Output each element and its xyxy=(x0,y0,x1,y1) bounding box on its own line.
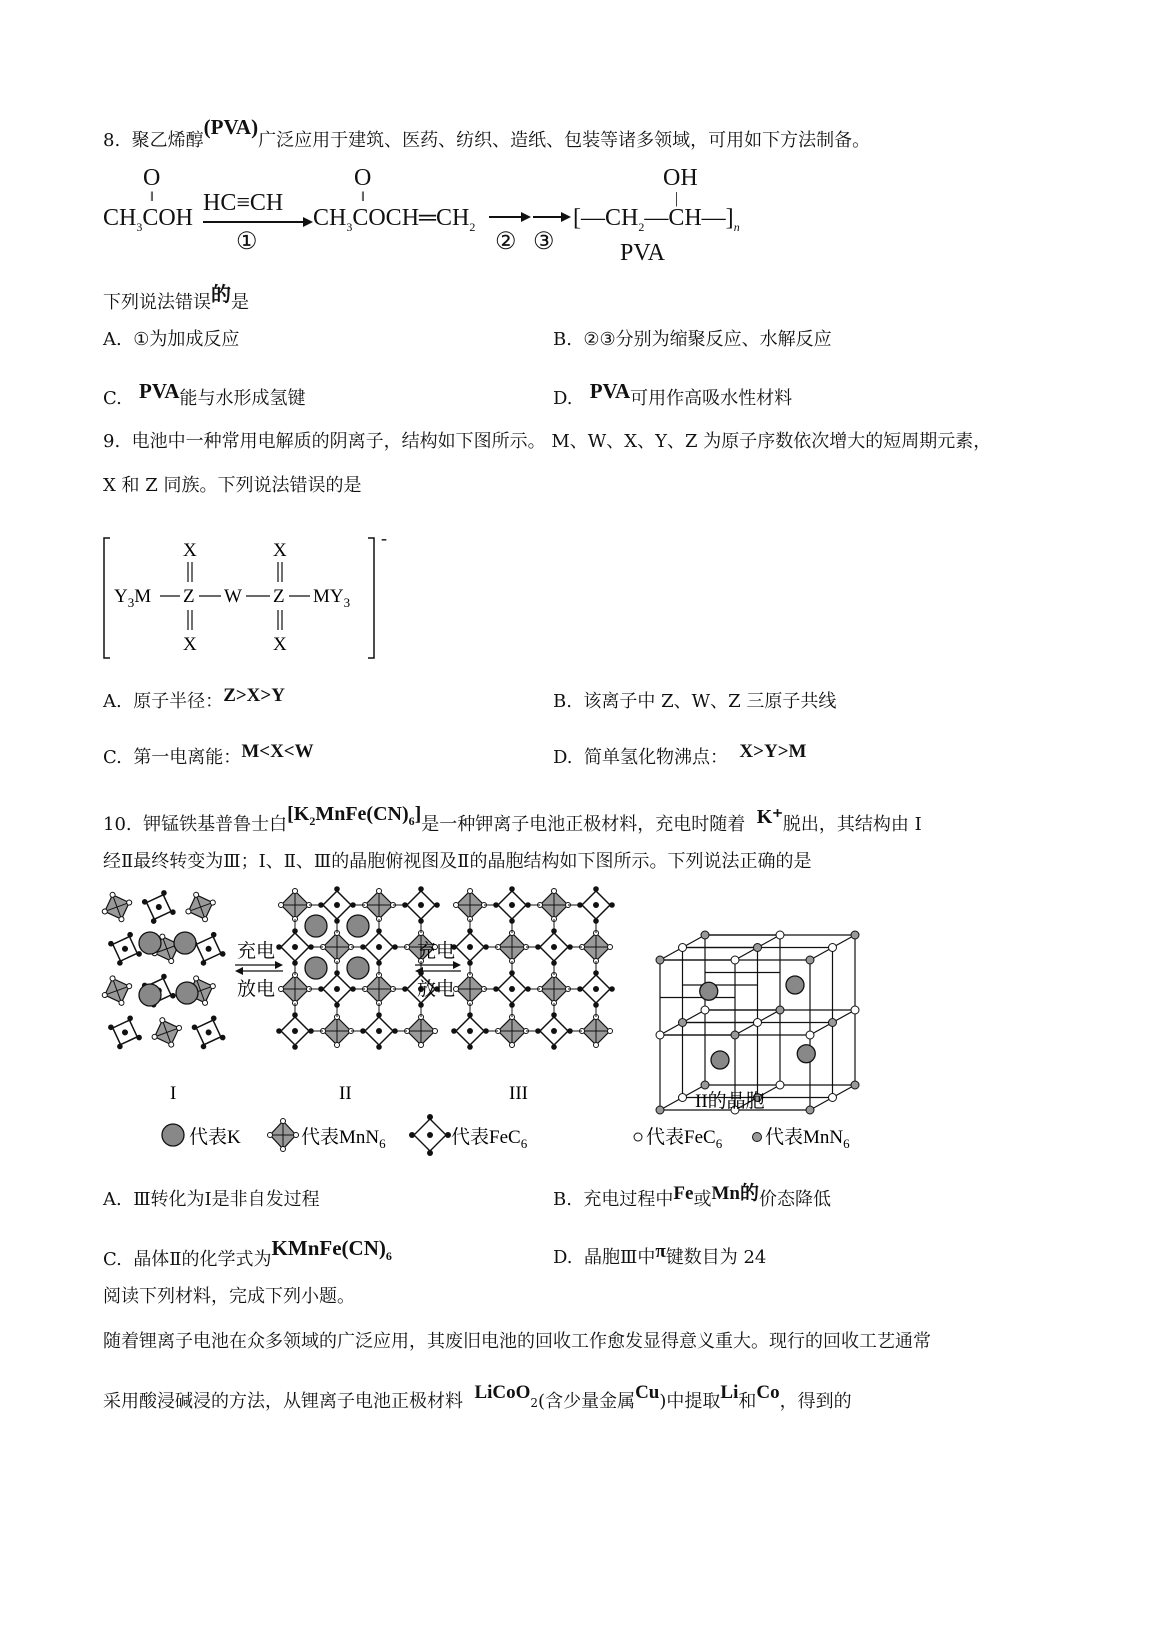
step-2-label: ② xyxy=(495,229,517,255)
single-bond-mark: | xyxy=(675,190,679,207)
reactant-acetic-acid: $CH_3COH$ xyxy=(103,205,194,234)
option-label: A. xyxy=(103,691,122,712)
tilted-octahedron xyxy=(181,887,221,927)
option-bold-de: 的 xyxy=(739,1183,759,1204)
n-atom xyxy=(279,987,284,992)
cu-symbol: Cu xyxy=(635,1382,660,1403)
licoo2-formula: LiCoO xyxy=(474,1382,531,1403)
n-atom xyxy=(433,1029,438,1034)
option-text: 该离子中 Z、W、Z 三原子共线 xyxy=(583,691,837,712)
legend-cell-fec6 xyxy=(634,1126,723,1151)
reading-3d: 和 xyxy=(738,1391,757,1412)
legend-k-text: 代表K xyxy=(189,1127,241,1148)
pva-polymer-unit: $[—CH_2—CH—]_n$ xyxy=(573,205,740,234)
reaction-arrow-1 xyxy=(203,215,313,229)
carbonyl-o-2: O xyxy=(354,165,372,191)
mn-site xyxy=(656,956,664,964)
q9-stem-text-1: 电池中一种常用电解质的阴离子，结构如下图所示。 M、W、X、Y、Z 为原子序数依次增大的短周期元素， xyxy=(131,431,992,452)
option-text: ②③分别为缩聚反应、水解反应 xyxy=(583,329,832,350)
c-atom xyxy=(292,1044,298,1050)
q8-reaction-scheme xyxy=(103,165,803,265)
c-atom xyxy=(467,1044,473,1050)
reading-3e: ，得到的 xyxy=(779,1391,852,1412)
structure-II-top-view xyxy=(276,886,440,1050)
legend-cell-mnn6 xyxy=(753,1126,851,1151)
reading-line-3 xyxy=(103,1382,852,1415)
option-text: ①为加成反应 xyxy=(133,329,240,350)
option-bold-fe: Fe xyxy=(673,1183,694,1204)
q8-prompt-a: 下列说法错误 xyxy=(103,292,211,313)
k-plus-ion: K⁺ xyxy=(756,806,783,828)
mn-site xyxy=(851,931,859,939)
k-atom xyxy=(139,932,161,954)
q10-option-c[interactable] xyxy=(103,1236,392,1278)
formula-k2mnfecn6: $[K_2MnFe(CN)_6]$ xyxy=(287,803,422,828)
q9-stem-line2: X 和 Z 同族。下列说法错误的是 xyxy=(103,475,362,496)
legend-cell-mnn6-text: 代表MnN$_6$ xyxy=(765,1127,850,1151)
n-atom xyxy=(608,945,613,950)
tilted-octahedron xyxy=(147,1013,187,1053)
option-bold: PVA xyxy=(139,379,180,403)
n-atom xyxy=(468,889,473,894)
reading-3b: (含少量金属 xyxy=(538,1391,636,1412)
double-bond-mark-1: ‖ xyxy=(150,190,154,205)
atom-x-bottom-2: X xyxy=(273,634,287,655)
mn-site xyxy=(806,956,814,964)
c-atom xyxy=(609,986,615,992)
option-label: D. xyxy=(553,1247,573,1268)
mn-site xyxy=(829,1019,837,1027)
fe-site xyxy=(776,931,784,939)
c-atom xyxy=(593,886,599,892)
tilted-octahedron xyxy=(97,887,137,927)
atom-x-bottom-1: X xyxy=(183,634,197,655)
label-I: I xyxy=(170,1083,177,1104)
k-atom xyxy=(305,957,327,979)
option-label: B. xyxy=(553,1189,572,1210)
structure-II-unit-cell xyxy=(656,931,859,1114)
left-bracket xyxy=(104,538,110,658)
label-II: II xyxy=(339,1083,352,1104)
arrow2-discharge-label: 放电 xyxy=(417,979,456,1000)
n-atom xyxy=(279,903,284,908)
atom-w: W xyxy=(224,586,242,607)
k-atom xyxy=(347,915,369,937)
tilted-octahedron xyxy=(186,1010,232,1056)
c-atom xyxy=(551,1044,557,1050)
reaction-arrows-2-3 xyxy=(489,210,571,224)
structure-I-top-view xyxy=(97,885,231,1055)
q10-number: 10. xyxy=(103,814,132,835)
fe-site xyxy=(731,956,739,964)
n-atom xyxy=(377,889,382,894)
option-bold: X>Y>M xyxy=(739,741,807,762)
k-atom xyxy=(174,932,196,954)
co-symbol: Co xyxy=(756,1382,780,1403)
legend-mnn6-text: 代表MnN$_6$ xyxy=(301,1127,386,1151)
mn-site xyxy=(701,1081,709,1089)
tilted-octahedron xyxy=(102,1010,148,1056)
fe-site xyxy=(754,1019,762,1027)
fe-site xyxy=(829,944,837,952)
charge-sign: - xyxy=(381,530,387,548)
label-III: III xyxy=(509,1083,528,1104)
fe-center xyxy=(467,944,473,950)
arrow2-charge-label: 充电 xyxy=(417,941,456,962)
k-atom xyxy=(347,957,369,979)
right-bracket xyxy=(368,538,374,658)
q10-stem-c: 脱出，其结构由 I xyxy=(782,814,922,835)
tilted-octahedron xyxy=(136,885,182,930)
arrow1-charge-label: 充电 xyxy=(237,941,276,962)
step-1-label: ① xyxy=(236,229,258,255)
fe-site xyxy=(776,1081,784,1089)
n-atom xyxy=(552,889,557,894)
fe-site xyxy=(679,1094,687,1102)
option-text: Ⅲ转化为Ⅰ是非自发过程 xyxy=(133,1189,320,1210)
n-atom xyxy=(419,1043,424,1048)
q8-prompt-de: 的 xyxy=(211,284,231,306)
fe-site xyxy=(829,1094,837,1102)
fe-center xyxy=(509,902,515,908)
option-bold-formula: $KMnFe(CN)_6$ xyxy=(271,1236,392,1264)
option-label: B. xyxy=(553,329,572,350)
reagent-acetylene: HC≡CH xyxy=(203,190,284,216)
option-text: 可用作高吸水性材料 xyxy=(630,388,793,409)
arrow1-discharge-label: 放电 xyxy=(237,979,276,1000)
option-bold: PVA xyxy=(589,379,631,403)
legend-mnn6 xyxy=(268,1119,387,1152)
q8-stem-text-a: 聚乙烯醇 xyxy=(131,130,204,151)
c-atom xyxy=(376,1044,382,1050)
mn-site xyxy=(731,1031,739,1039)
fe-center xyxy=(376,1028,382,1034)
option-label: C. xyxy=(103,388,122,409)
option-text: 原子半径： xyxy=(133,691,224,712)
c-atom xyxy=(509,886,515,892)
k-atom xyxy=(305,915,327,937)
fe-site xyxy=(679,944,687,952)
structure-III-top-view xyxy=(451,886,615,1050)
q10-stem-line2: 经Ⅱ最终转变为Ⅲ；Ⅰ、Ⅱ、Ⅲ的晶胞俯视图及Ⅱ的晶胞结构如下图所示。下列说法正确的是 xyxy=(103,851,812,872)
q8-option-d[interactable] xyxy=(553,379,793,411)
q8-pva-inline: (PVA) xyxy=(203,115,259,139)
option-text-1: 充电过程中 xyxy=(583,1189,674,1210)
c-atom xyxy=(434,902,440,908)
mn-site xyxy=(656,1106,664,1114)
option-text: 能与水形成氢键 xyxy=(179,388,306,409)
fe-center xyxy=(334,902,340,908)
fe-center xyxy=(593,902,599,908)
c-atom xyxy=(609,902,615,908)
n-atom xyxy=(510,1043,515,1048)
option-text: 晶体Ⅱ的化学式为 xyxy=(133,1249,272,1270)
q8-stem xyxy=(103,115,871,153)
equilibrium-arrow-1 xyxy=(235,961,283,975)
q9-option-a[interactable] xyxy=(103,685,285,714)
q8-prompt-b: 是 xyxy=(231,292,249,313)
q8-prompt xyxy=(103,284,249,315)
option-bold: M<X<W xyxy=(241,741,314,762)
atom-x-top-1: X xyxy=(183,540,197,561)
mn-site xyxy=(806,1106,814,1114)
mn-site xyxy=(776,1006,784,1014)
option-label: B. xyxy=(553,691,572,712)
option-bold-mn: Mn xyxy=(711,1183,740,1204)
q8-option-a[interactable] xyxy=(103,328,239,352)
c-atom xyxy=(276,944,282,950)
q9-option-b[interactable] xyxy=(553,690,836,714)
tilted-octahedron xyxy=(97,971,137,1011)
reading-line-2: 随着锂离子电池在众多领域的广泛应用，其废旧电池的回收工作愈发显得意义重大。现行的回收工艺通常 xyxy=(103,1331,931,1352)
mn-site xyxy=(701,931,709,939)
step-3-label: ③ xyxy=(533,229,555,255)
c-atom xyxy=(276,1028,282,1034)
q10-option-d[interactable] xyxy=(553,1241,767,1270)
option-text-2: 键数目为 24 xyxy=(665,1247,767,1268)
k-atom xyxy=(176,982,198,1004)
fe-center xyxy=(292,1028,298,1034)
vinyl-acetate: $CH_3COCH═CH_2$ xyxy=(313,205,476,234)
fe-center xyxy=(292,944,298,950)
legend-k xyxy=(162,1124,241,1148)
pva-label: PVA xyxy=(620,240,665,266)
atom-z-1: Z xyxy=(183,586,195,607)
legend-fec6-text: 代表FeC$_6$ xyxy=(451,1127,528,1151)
group-y3m: $Y_3M$ xyxy=(114,586,152,610)
q8-option-c[interactable] xyxy=(103,379,306,411)
hydroxyl-oh: OH xyxy=(663,165,698,191)
q10-option-b[interactable] xyxy=(553,1183,831,1212)
reading-intro: 阅读下列材料，完成下列小题。 xyxy=(103,1286,355,1307)
c-atom xyxy=(334,886,340,892)
mn-site xyxy=(679,1019,687,1027)
legend-cell-fec6-text: 代表FeC$_6$ xyxy=(646,1127,723,1151)
q9-anion-structure xyxy=(100,530,400,665)
option-bold: Z>X>Y xyxy=(223,685,285,706)
option-label: D. xyxy=(553,747,573,768)
option-text: 第一电离能： xyxy=(133,747,242,768)
fe-center xyxy=(551,944,557,950)
fe-site xyxy=(656,1031,664,1039)
option-label: C. xyxy=(103,747,122,768)
n-atom xyxy=(454,903,459,908)
fe-center xyxy=(334,986,340,992)
atom-x-top-2: X xyxy=(273,540,287,561)
n-atom xyxy=(594,1043,599,1048)
reading-3a: 采用酸浸碱浸的方法，从锂离子电池正极材料 xyxy=(103,1391,463,1412)
option-label: C. xyxy=(103,1249,122,1270)
atom-z-2: Z xyxy=(273,586,285,607)
mn-site xyxy=(851,1081,859,1089)
n-atom xyxy=(335,1043,340,1048)
q9-number: 9. xyxy=(103,431,121,452)
k-atom xyxy=(700,982,718,1000)
group-my3: $MY_3$ xyxy=(313,586,351,610)
k-atom xyxy=(786,976,804,994)
q10-crystal-figure xyxy=(95,885,895,1165)
q10-stem-b: 是一种钾离子电池正极材料，充电时随着 xyxy=(421,814,746,835)
double-bond-mark-2: ‖ xyxy=(361,190,365,205)
q9-option-c[interactable] xyxy=(103,741,314,770)
pi-symbol: π xyxy=(655,1241,666,1262)
option-text-2: 或 xyxy=(693,1189,712,1210)
k-atom xyxy=(797,1045,815,1063)
li-symbol: Li xyxy=(720,1382,739,1403)
fe-center xyxy=(467,1028,473,1034)
c-atom xyxy=(418,886,424,892)
carbonyl-o-1: O xyxy=(143,165,161,191)
legend-fec6 xyxy=(409,1114,528,1156)
fe-center xyxy=(418,902,424,908)
label-II-cell: II的晶胞 xyxy=(695,1091,765,1112)
option-text: 简单氢化物沸点： xyxy=(583,747,728,768)
option-text-1: 晶胞Ⅲ中 xyxy=(583,1247,656,1268)
q8-option-b[interactable] xyxy=(553,328,832,352)
q10-stem-a: 钾锰铁基普鲁士白 xyxy=(143,814,288,835)
q10-option-a[interactable] xyxy=(103,1188,320,1212)
option-label: A. xyxy=(103,1189,122,1210)
k-atom xyxy=(139,984,161,1006)
k-atom xyxy=(711,1051,729,1069)
q9-stem-line1 xyxy=(103,430,991,454)
fe-center xyxy=(376,944,382,950)
fe-site xyxy=(851,1006,859,1014)
q10-stem-line1 xyxy=(103,803,922,843)
n-atom xyxy=(608,1029,613,1034)
q8-number: 8. xyxy=(103,130,121,151)
q9-option-d[interactable] xyxy=(553,741,807,770)
option-text-3: 价态降低 xyxy=(758,1189,831,1210)
reading-3c: )中提取 xyxy=(659,1391,721,1412)
fe-site xyxy=(701,1006,709,1014)
mn-site xyxy=(754,944,762,952)
fe-center xyxy=(551,1028,557,1034)
option-label: A. xyxy=(103,329,122,350)
c-atom xyxy=(451,1028,457,1034)
fe-center xyxy=(593,986,599,992)
fe-site xyxy=(806,1031,814,1039)
q8-stem-text-b: 广泛应用于建筑、医药、纺织、造纸、包装等诸多领域，可用如下方法制备。 xyxy=(258,130,871,151)
licoo2-sub: 2 xyxy=(530,1396,539,1410)
n-atom xyxy=(293,889,298,894)
fe-center xyxy=(509,986,515,992)
option-label: D. xyxy=(553,388,573,409)
